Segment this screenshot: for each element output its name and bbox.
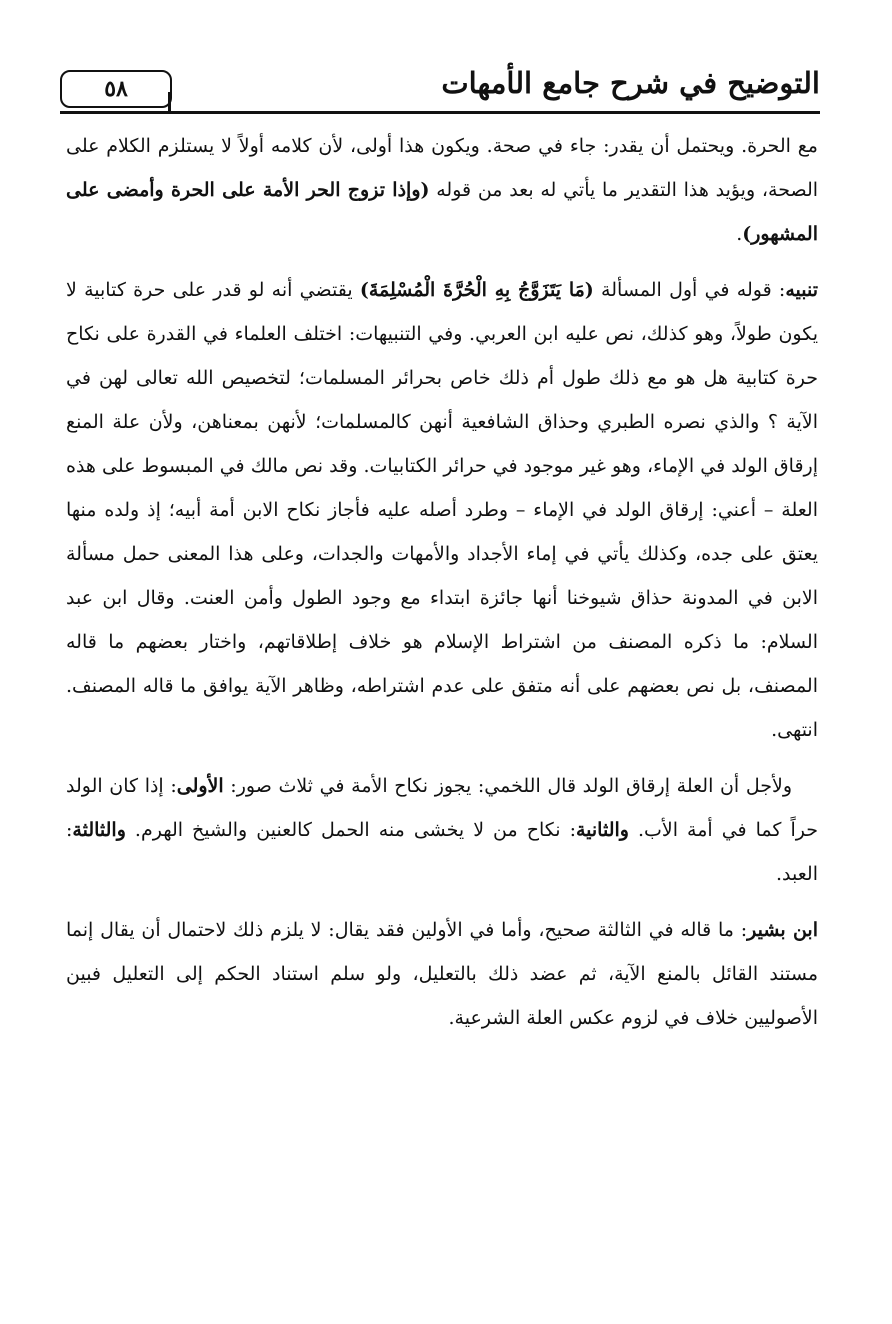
paragraph-3 (66, 764, 818, 896)
paragraph-text: : نكاح من لا يخشى منه الحمل كالعنين والشيخ الهرم. (125, 819, 576, 841)
paragraph-2 (66, 268, 818, 752)
page-body (66, 124, 818, 1040)
paragraph-gap (66, 752, 818, 764)
header-rule (60, 111, 820, 114)
heading-word: الأولى (176, 775, 224, 797)
heading-word: والثالثة (72, 819, 126, 841)
paragraph-1 (66, 124, 818, 256)
paragraph-gap (66, 896, 818, 908)
page-header (60, 62, 820, 110)
paragraph-text: ولأجل أن العلة إرقاق الولد قال اللخمي: يجوز نكاح الأمة في ثلاث صور: (223, 775, 792, 797)
paragraph-text: مع الحرة. ويحتمل أن يقدر: جاء في صحة. ويكون هذا أولى، لأن كلامه أولاً لا يستلزم الكلام على الصحة، ويؤيد هذا التقدير ما يأتي له بعد من قوله (66, 135, 819, 201)
book-title: التوضيح في شرح جامع الأمهات (441, 66, 820, 100)
paragraph-text: : قوله في أول المسألة (593, 279, 786, 301)
paragraph-text: . (736, 223, 743, 245)
header-rule-cap (168, 92, 171, 114)
heading-word: ابن بشير (747, 919, 818, 941)
paragraph-gap (66, 256, 818, 268)
paragraph-4 (66, 908, 818, 1040)
page-number: ٥٨ (60, 70, 172, 108)
quoted-text: (وإذا تزوج الحر الأمة على الحرة وأمضى على المشهور) (66, 179, 818, 245)
paragraph-text: : العبد. (66, 819, 818, 885)
heading-word: تنبيه (785, 279, 818, 301)
paragraph-text: يقتضي أنه لو قدر على حرة كتابية لا يكون طولاً، وهو كذلك، نص عليه ابن العربي. وفي التنبيهات: اختلف العلماء في القدرة على نكاح حرة كتابية هل هو مع ذلك طول أم ذلك خاص بحرائر المسلمات؛ لتخصيص الله تعالى لهن في الآية ؟ والذي نصره الطبري وحذاق الشافعية أنهن كالمسلمات؛ لأنهن بمعناهن، ولأن علة المنع إرقاق الولد في الإماء، وهو غير موجود في حرائر الكتابيات. وقد نص مالك في المبسوط على هذه العلة – أعني: إرقاق الولد في الإماء – وطرد أصله عليه فأجاز نكاح الابن أمة أبيه؛ إذ ولده منها يعتق على جده، وكذلك يأتي في إماء الأجداد والأمهات والجدات، وعلى هذا المعنى حمل مسألة الابن في المدونة حذاق شيوخنا أنها جائزة ابتداء مع وجود الطول وأمن العنت. وقال ابن عبد السلام: ما ذكره المصنف من اشتراط الإسلام هو خلاف إطلاقاتهم، واختار بعضهم ما قاله المصنف، بل نص بعضهم على أنه متفق على عدم اشتراطه، وظاهر الآية يوافق ما قاله المصنف. انتهى. (66, 279, 818, 741)
paragraph-text: : إذا كان الولد حراً كما في أمة الأب. (66, 775, 818, 841)
heading-word: والثانية (575, 819, 629, 841)
paragraph-text: : ما قاله في الثالثة صحيح، وأما في الأولين فقد يقال: لا يلزم ذلك لاحتمال أن يقال إنما مستند القائل بالمنع الآية، ثم عضد ذلك بالتعليل، ولو سلم استناد الحكم إلى التعليل فبين الأصوليين خلاف في لزوم عكس العلة الشرعية. (66, 919, 818, 1029)
quoted-text: (مَا يَتَزَوَّجُ بِهِ الْحُرَّةَ الْمُسْلِمَةَ) (359, 279, 594, 301)
